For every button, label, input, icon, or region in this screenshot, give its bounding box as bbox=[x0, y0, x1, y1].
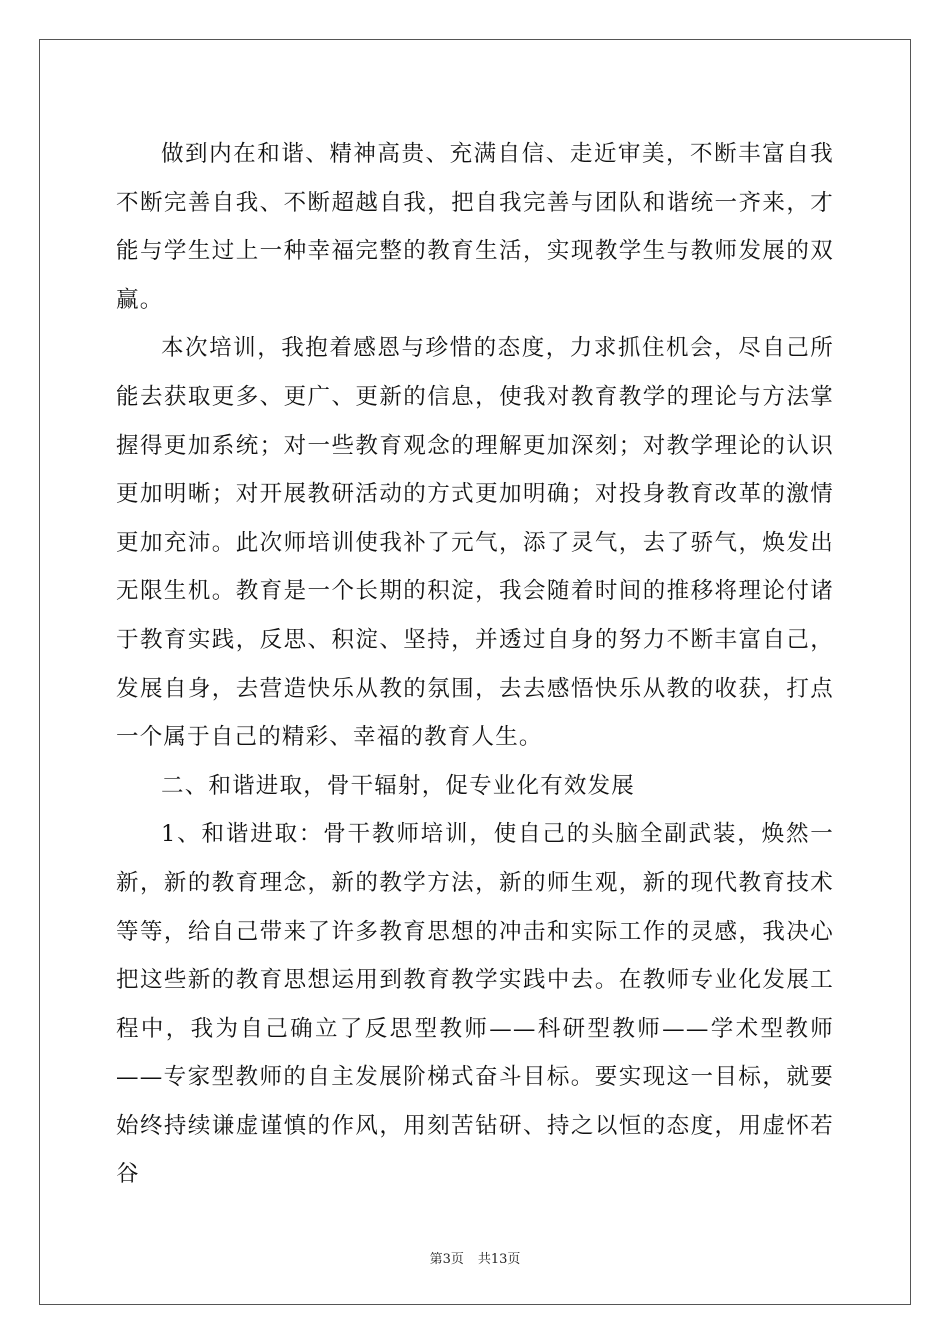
page-footer bbox=[0, 1248, 950, 1267]
paragraph-3: 1、和谐进取：骨干教师培训，使自己的头脑全副武装，焕然一新，新的教育理念，新的教学方法，新的师生观，新的现代教育技术等等，给自己带来了许多教育思想的冲击和实际工作的灵感，我决心把这些新的教育思想运用到教育教学实践中去。在教师专业化发展工程中，我为自己确立了反思型教师——科研型教师——学术型教师——专家型教师的自主发展阶梯式奋斗目标。要实现这一目标，就要始终持续谦虚谨慎的作风，用刻苦钻研、持之以恒的态度，用虚怀若谷 bbox=[116, 821, 834, 1188]
paragraph-2: 本次培训，我抱着感恩与珍惜的态度，力求抓住机会，尽自己所能去获取更多、更广、更新的信息，使我对教育教学的理论与方法掌握得更加系统；对一些教育观念的理解更加深刻；对教学理论的认识更加明晰；对开展教研活动的方式更加明确；对投身教育改革的激情更加充沛。此次师培训使我补了元气，添了灵气，去了骄气，焕发出无限生机。教育是一个长期的积淀，我会随着时间的推移将理论付诸于教育实践，反思、积淀、坚持，并透过自身的努力不断丰富自己，发展自身，去营造快乐从教的氛围，去去感悟快乐从教的收获，打点一个属于自己的精彩、幸福的教育人生。 bbox=[116, 335, 834, 751]
section-heading: 二、和谐进取，骨干辐射，促专业化有效发展 bbox=[161, 772, 636, 799]
paragraph-1: 做到内在和谐、精神高贵、充满自信、走近审美，不断丰富自我不断完善自我、不断超越自我，把自我完善与团队和谐统一齐来，才能与学生过上一种幸福完整的教育生活，实现教学生与教师发展的双赢。 bbox=[116, 141, 834, 313]
page-total: 共13页 bbox=[477, 1252, 521, 1267]
page-number: 第3页 bbox=[429, 1252, 464, 1267]
document-body bbox=[116, 130, 834, 1199]
